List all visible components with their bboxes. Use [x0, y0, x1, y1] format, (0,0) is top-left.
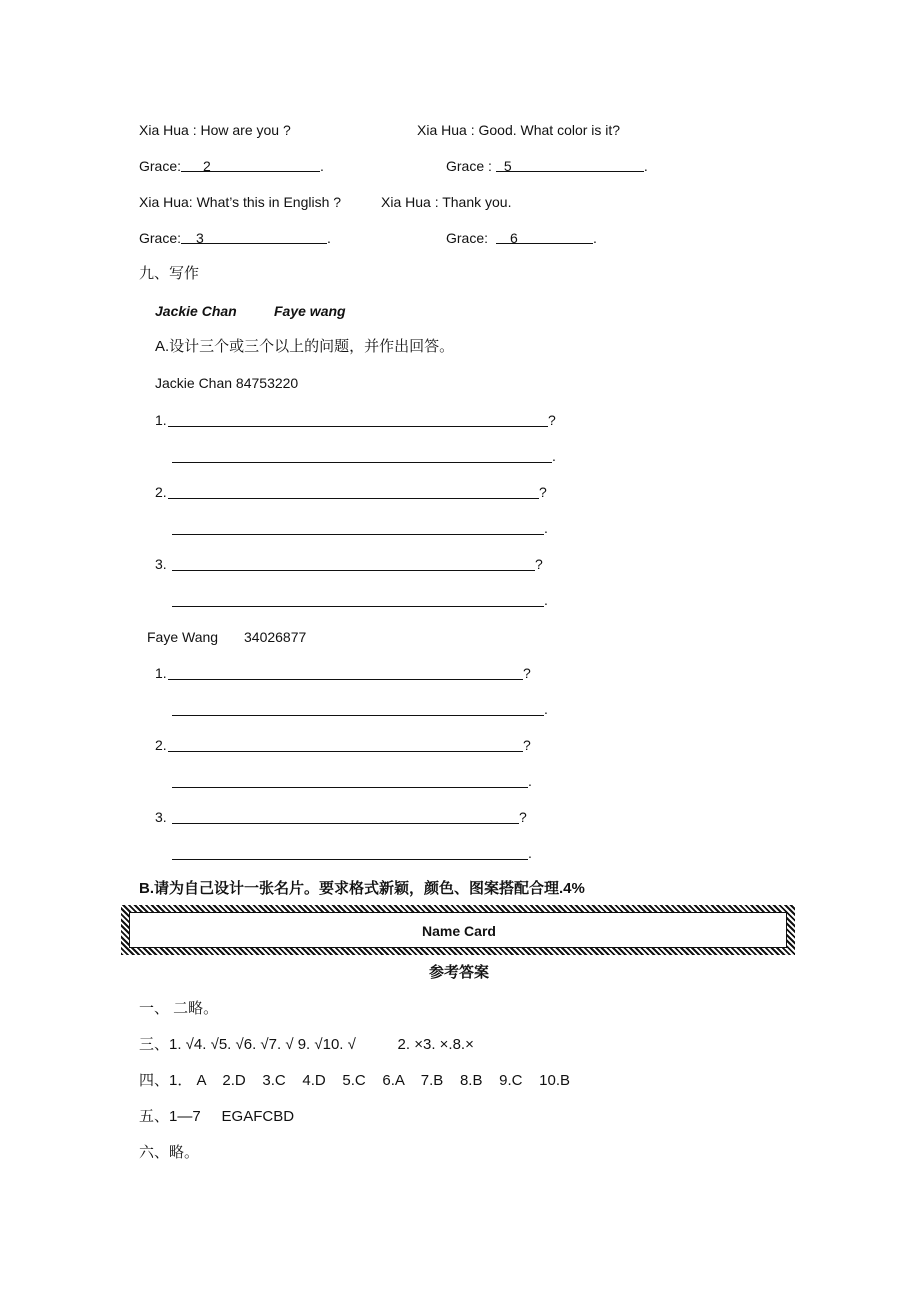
period: . — [544, 592, 548, 608]
name-faye-wang: Faye wang — [274, 303, 346, 319]
part-a-instruction: A.设计三个或三个以上的问题，并作出回答。 — [155, 338, 455, 355]
question-line[interactable] — [168, 426, 548, 427]
answer-line[interactable] — [172, 859, 528, 860]
period: . — [643, 158, 648, 174]
question-line[interactable] — [172, 570, 535, 571]
question-line[interactable] — [168, 498, 539, 499]
grace-label: Grace: — [446, 230, 489, 246]
grace-answer-2 — [139, 157, 324, 175]
answer-line[interactable] — [172, 787, 528, 788]
period: . — [544, 701, 548, 717]
question-line[interactable] — [168, 679, 523, 680]
grace-label: Grace: — [139, 158, 182, 174]
question-number: 2. — [155, 484, 167, 500]
dialog-line-1-left: Xia Hua : How are you ? — [139, 122, 291, 138]
period: . — [552, 448, 556, 464]
answer-line-3: 三、1. √4. √5. √6. √7. √ 9. √10. √ 2. ×3. ×.8.× — [139, 1036, 474, 1053]
period: . — [528, 845, 532, 861]
section-heading-writing: 九、写作 — [139, 265, 200, 282]
grace-label: Grace : — [446, 158, 492, 174]
question-number: 1. — [155, 665, 167, 681]
grace-answer-6 — [446, 229, 597, 247]
question-mark: ? — [519, 809, 527, 825]
answer-line[interactable] — [172, 715, 544, 716]
question-mark: ? — [539, 484, 547, 500]
question-line[interactable] — [172, 823, 519, 824]
answer-number: 3 — [196, 230, 204, 246]
name-card-title: Name Card — [422, 923, 496, 939]
faye-wang-name: Faye Wang — [147, 629, 219, 645]
question-number: 3. — [155, 556, 167, 572]
dialog-line-1-right: Xia Hua : Good. What color is it? — [417, 122, 621, 138]
question-mark: ? — [523, 665, 531, 681]
question-number: 2. — [155, 737, 167, 753]
faye-wang-phone: 34026877 — [244, 629, 307, 645]
grace-answer-3 — [139, 229, 331, 247]
jackie-chan-phone: Jackie Chan 84753220 — [155, 375, 299, 391]
answer-line-1: 一、 二略。 — [139, 1000, 219, 1017]
dialog-line-3-left: Xia Hua: What’s this in English ? — [139, 194, 342, 210]
answer-blank-5[interactable] — [496, 157, 644, 172]
answer-line-4: 四、1． A 2.D 3.C 4.D 5.C 6.A 7.B 8.B 9.C 10.B — [139, 1072, 571, 1089]
answer-number: 6 — [510, 230, 518, 246]
period: . — [528, 773, 532, 789]
answer-line[interactable] — [172, 606, 544, 607]
answer-blank-2[interactable] — [181, 157, 320, 172]
part-b-instruction: B.请为自己设计一张名片。要求格式新颖，颜色、图案搭配合理.4% — [139, 880, 585, 897]
answer-number: 2 — [203, 158, 211, 174]
grace-label: Grace: — [139, 230, 182, 246]
grace-answer-5 — [446, 157, 648, 175]
answer-line[interactable] — [172, 462, 552, 463]
question-line[interactable] — [168, 751, 523, 752]
question-mark: ? — [535, 556, 543, 572]
answer-line[interactable] — [172, 534, 544, 535]
dialog-line-3-right: Xia Hua : Thank you. — [381, 194, 512, 210]
period: . — [327, 230, 331, 246]
answer-line-5: 五、1—7 EGAFCBD — [139, 1108, 295, 1125]
period: . — [593, 230, 597, 246]
period: . — [320, 158, 324, 174]
name-jackie-chan: Jackie Chan — [155, 303, 237, 319]
question-mark: ? — [548, 412, 556, 428]
answer-number: 5 — [503, 158, 512, 174]
answer-line-6: 六、略。 — [139, 1144, 200, 1161]
question-number: 1. — [155, 412, 167, 428]
answer-blank-3[interactable] — [181, 229, 327, 244]
answer-blank-6[interactable] — [496, 229, 593, 244]
period: . — [544, 520, 548, 536]
question-number: 3. — [155, 809, 167, 825]
answers-title: 参考答案 — [428, 964, 489, 981]
question-mark: ? — [523, 737, 531, 753]
